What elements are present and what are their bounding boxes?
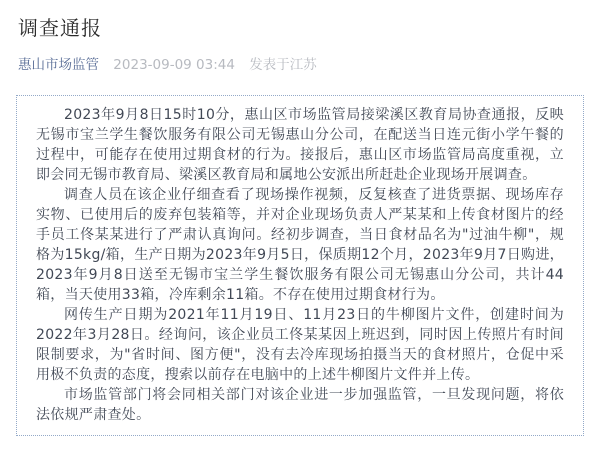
article-meta [18, 56, 584, 74]
notice-paragraph: 市场监管部门将会同相关部门对该企业进一步加强监管，一旦发现问题，将依法依规严肃查处。 [36, 387, 564, 423]
page-title: 调查通报 [18, 16, 102, 40]
publish-location: 发表于江苏 [249, 57, 317, 73]
notice-content-box [16, 95, 584, 436]
account-name-link[interactable]: 惠山市场监管 [18, 57, 99, 73]
notice-paragraph: 调查人员在该企业仔细查看了现场操作视频，反复核查了进货票据、现场库存实物、已使用后的废弃包装箱等，并对企业现场负责人严某某和上传食材图片的经手员工佟某某进行了严肃认真询问。经初步调查，当日食材品名为"过油牛柳"，规格为15kg/箱，生产日期为2023年9月5日，保质期12个月，2023年9月7日购进，2023年9月8日送至无锡市宝兰学生餐饮服务有限公司无锡惠山分公司，共计44箱，当天使用33箱，冷库剩余11箱。不存在使用过期食材行为。 [36, 187, 564, 303]
notice-paragraph: 网传生产日期为2021年11月19日、11月23日的牛柳图片文件，创建时间为2022年3月28日。经询问，该企业员工佟某某因上班迟到，同时因上传照片有时间限制要求，为"省时间、图方便"，没有去冷库现场拍摄当天的食材照片，仓促中采用极不负责的态度，搜索以前存在电脑中的上述牛柳图片文件并上传。 [36, 307, 564, 383]
notice-paragraph: 2023年9月8日15时10分，惠山区市场监管局接梁溪区教育局协查通报，反映无锡市宝兰学生餐饮服务有限公司无锡惠山分公司，在配送当日连元街小学午餐的过程中，可能存在使用过期食材的行为。接报后，惠山区市场监管局高度重视，立即会同无锡市教育局、梁溪区教育局和属地公安派出所赶赴企业现场开展调查。 [36, 107, 564, 183]
publish-timestamp: 2023-09-09 03:44 [113, 57, 235, 73]
